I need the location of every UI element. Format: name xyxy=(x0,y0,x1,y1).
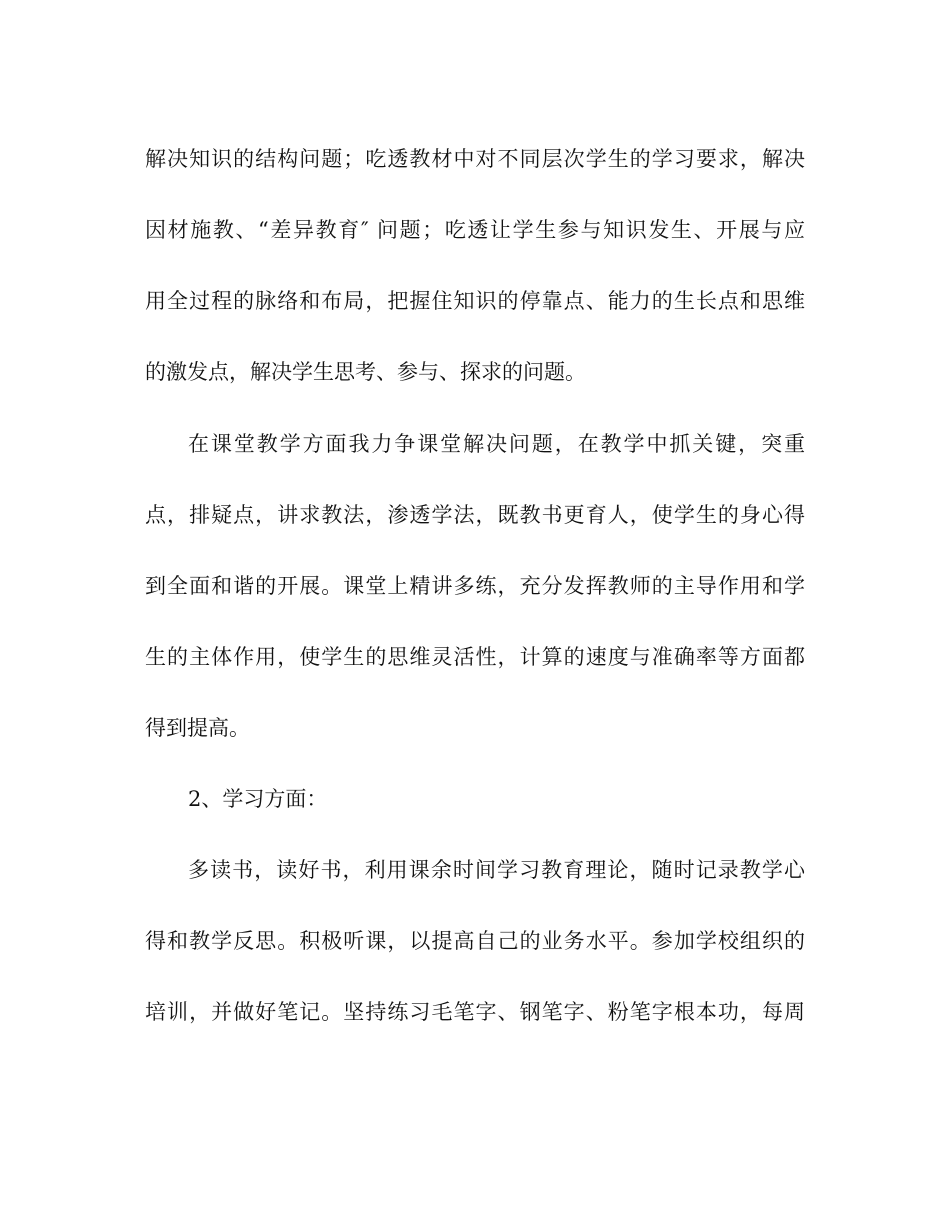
paragraph-line: 解决知识的结构问题；吃透教材中对不同层次学生的学习要求，解决 xyxy=(145,147,805,171)
paragraph-line: 得到提高。 xyxy=(145,716,250,740)
paragraph-line: 生的主体作用，使学生的思维灵活性，计算的速度与准确率等方面都 xyxy=(145,645,805,669)
paragraph-line: 到全面和谐的开展。课堂上精讲多练，充分发挥教师的主导作用和学 xyxy=(145,574,805,598)
paragraph-line: 的激发点，解决学生思考、参与、探求的问题。 xyxy=(145,360,586,384)
paragraph-line: 培训，并做好笔记。坚持练习毛笔字、钢笔字、粉笔字根本功，每周 xyxy=(145,1000,805,1024)
paragraph-line: 在课堂教学方面我力争课堂解决问题，在教学中抓关键，突重 xyxy=(188,432,805,456)
paragraph-line: 得和教学反思。积极听课，以提高自己的业务水平。参加学校组织的 xyxy=(145,929,805,953)
paragraph-line: 因材施教、“差异教育″ 问题；吃透让学生参与知识发生、开展与应 xyxy=(145,218,805,242)
paragraph-line: 多读书，读好书，利用课余时间学习教育理论，随时记录教学心 xyxy=(188,858,805,882)
paragraph-line: 用全过程的脉络和布局，把握住知识的停靠点、能力的生长点和思维 xyxy=(145,289,805,313)
paragraph-line: 点，排疑点，讲求教法，渗透学法，既教书更育人，使学生的身心得 xyxy=(145,503,805,527)
section-heading: 2、学习方面： xyxy=(188,787,328,811)
